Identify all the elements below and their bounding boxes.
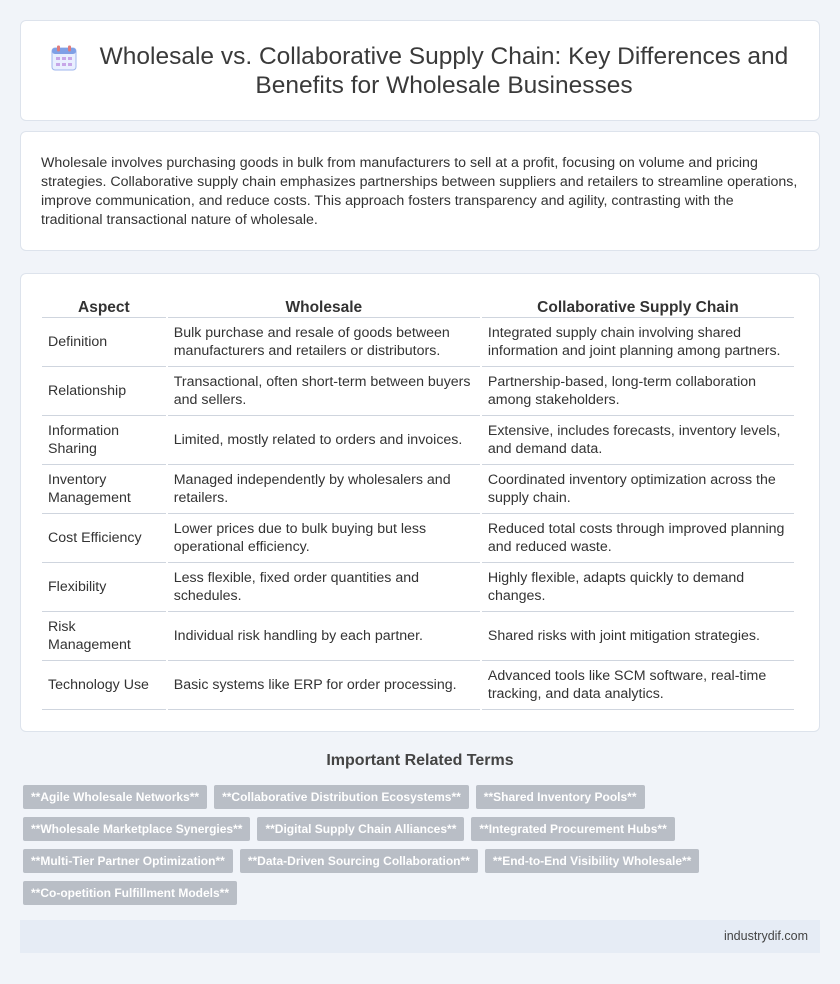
table-row xyxy=(42,465,794,514)
aspect-cell: Risk Management xyxy=(42,612,166,661)
wholesale-cell: Bulk purchase and resale of goods between manufacturers and retailers or distributors. xyxy=(168,318,480,367)
comparison-table xyxy=(40,296,796,710)
aspect-cell: Information Sharing xyxy=(42,416,166,465)
table-row xyxy=(42,318,794,367)
collaborative-cell: Partnership-based, long-term collaboration among stakeholders. xyxy=(482,367,794,416)
collaborative-cell: Shared risks with joint mitigation strategies. xyxy=(482,612,794,661)
table-row xyxy=(42,612,794,661)
collaborative-cell: Highly flexible, adapts quickly to demand changes. xyxy=(482,563,794,612)
footer xyxy=(20,920,820,953)
table-row xyxy=(42,367,794,416)
comparison-card xyxy=(20,273,820,732)
related-term-tag[interactable]: **End-to-End Visibility Wholesale** xyxy=(485,849,699,873)
aspect-cell: Definition xyxy=(42,318,166,367)
intro-card xyxy=(20,131,820,251)
related-term-tag[interactable]: **Multi-Tier Partner Optimization** xyxy=(23,849,233,873)
aspect-cell: Relationship xyxy=(42,367,166,416)
collaborative-cell: Coordinated inventory optimization across the supply chain. xyxy=(482,465,794,514)
header-collaborative: Collaborative Supply Chain xyxy=(482,296,794,318)
table-header-row xyxy=(42,296,794,318)
related-terms-heading: Important Related Terms xyxy=(326,752,514,769)
header-aspect: Aspect xyxy=(42,296,166,318)
related-term-tag[interactable]: **Data-Driven Sourcing Collaboration** xyxy=(240,849,478,873)
collaborative-cell: Extensive, includes forecasts, inventory levels, and demand data. xyxy=(482,416,794,465)
wholesale-cell: Basic systems like ERP for order processing. xyxy=(168,661,480,710)
wholesale-cell: Limited, mostly related to orders and invoices. xyxy=(168,416,480,465)
table-row xyxy=(42,514,794,563)
intro-paragraph: Wholesale involves purchasing goods in bulk from manufacturers to sell at a profit, focusing on volume and pricing strategies. Collaborative supply chain emphasizes partnerships between suppliers and retailers to streamline operations, improve communication, and reduce costs. This approach fosters transparency and agility, contrasting with the traditional transactional nature of wholesale. xyxy=(41,155,798,228)
aspect-cell: Inventory Management xyxy=(42,465,166,514)
table-row xyxy=(42,661,794,710)
collaborative-cell: Advanced tools like SCM software, real-time tracking, and data analytics. xyxy=(482,661,794,710)
wholesale-cell: Lower prices due to bulk buying but less operational efficiency. xyxy=(168,514,480,563)
related-term-tag[interactable]: **Collaborative Distribution Ecosystems** xyxy=(214,785,469,809)
calendar-icon xyxy=(51,45,77,71)
title-card xyxy=(20,20,820,121)
footer-site-link[interactable]: industrydif.com xyxy=(723,929,808,943)
wholesale-cell: Transactional, often short-term between buyers and sellers. xyxy=(168,367,480,416)
table-row xyxy=(42,416,794,465)
aspect-cell: Flexibility xyxy=(42,563,166,612)
wholesale-cell: Individual risk handling by each partner. xyxy=(168,612,480,661)
related-term-tag[interactable]: **Wholesale Marketplace Synergies** xyxy=(23,817,250,841)
related-term-tag[interactable]: **Integrated Procurement Hubs** xyxy=(471,817,674,841)
aspect-cell: Technology Use xyxy=(42,661,166,710)
related-terms-list xyxy=(23,785,823,913)
related-term-tag[interactable]: **Shared Inventory Pools** xyxy=(476,785,645,809)
related-term-tag[interactable]: **Agile Wholesale Networks** xyxy=(23,785,207,809)
wholesale-cell: Managed independently by wholesalers and retailers. xyxy=(168,465,480,514)
header-wholesale: Wholesale xyxy=(168,296,480,318)
page-title: Wholesale vs. Collaborative Supply Chain: Key Differences and Benefits for Wholesale Businesses xyxy=(99,42,789,99)
collaborative-cell: Reduced total costs through improved planning and reduced waste. xyxy=(482,514,794,563)
related-term-tag[interactable]: **Co-opetition Fulfillment Models** xyxy=(23,881,237,905)
table-row xyxy=(42,563,794,612)
related-term-tag[interactable]: **Digital Supply Chain Alliances** xyxy=(257,817,464,841)
collaborative-cell: Integrated supply chain involving shared information and joint planning among partners. xyxy=(482,318,794,367)
aspect-cell: Cost Efficiency xyxy=(42,514,166,563)
wholesale-cell: Less flexible, fixed order quantities and schedules. xyxy=(168,563,480,612)
